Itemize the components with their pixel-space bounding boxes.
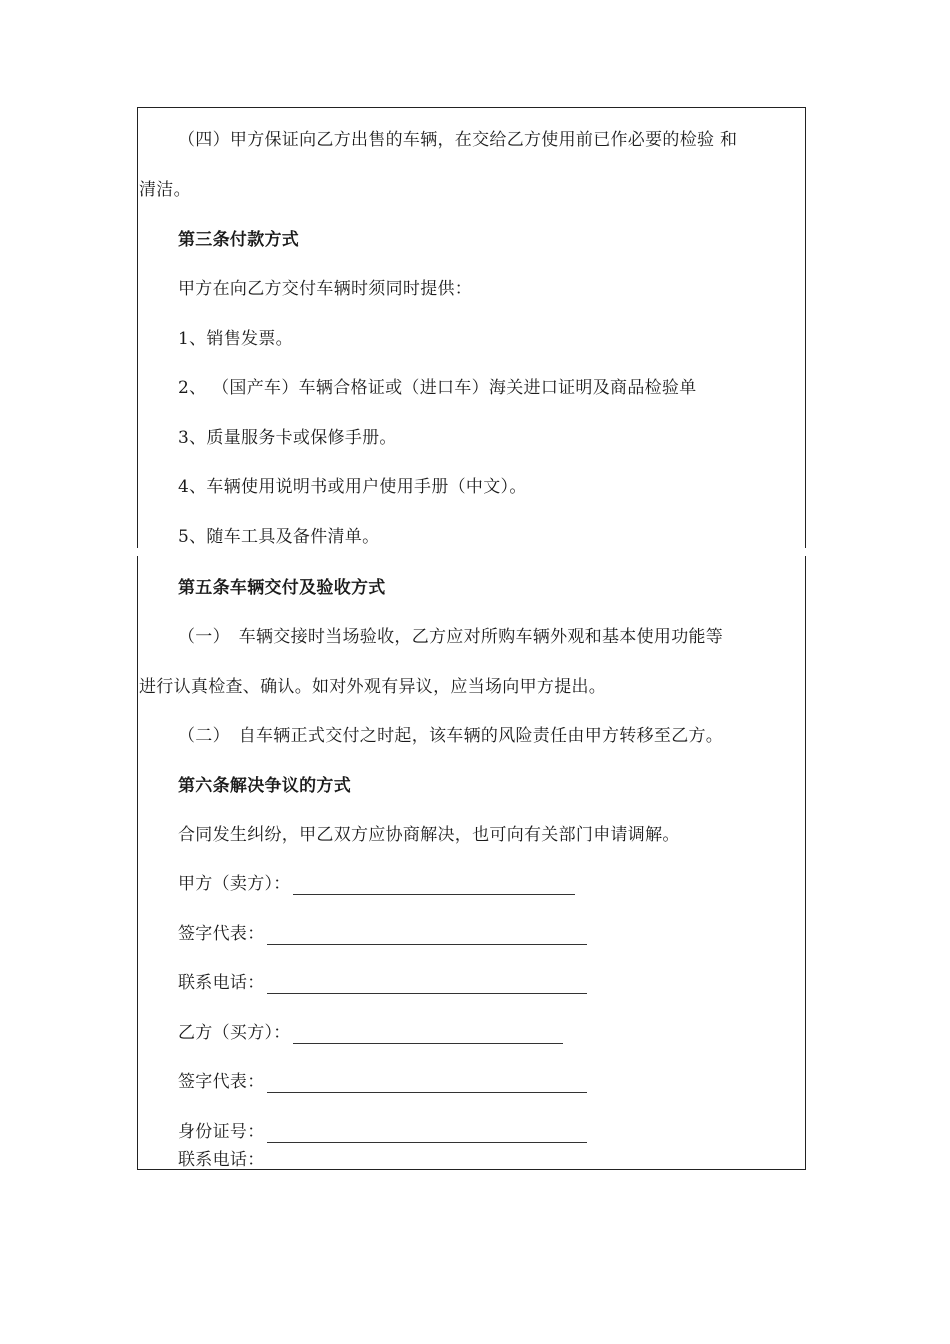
- frame-break-left: [136, 548, 139, 556]
- article-5-heading: 第五条车辆交付及验收方式: [178, 578, 386, 598]
- article-3-heading: 第三条付款方式: [178, 230, 300, 250]
- signature-blank: [267, 977, 587, 994]
- signature-phone-a: [178, 972, 587, 994]
- signature-label: 甲方（卖方）：: [178, 874, 291, 894]
- article-3-intro: 甲方在向乙方交付车辆时须同时提供：: [178, 279, 473, 299]
- signature-blank: [293, 878, 575, 895]
- list-item: 1、销售发票。: [178, 329, 293, 349]
- signature-party-b: [178, 1022, 563, 1044]
- signature-id-b: [178, 1121, 587, 1143]
- clause-4-line-2: 清洁。: [139, 180, 191, 200]
- signature-label: 签字代表：: [178, 1072, 265, 1092]
- signature-blank: [267, 928, 587, 945]
- signature-rep-b: [178, 1071, 587, 1093]
- list-item: 2、 （国产车）车辆合格证或（进口车）海关进口证明及商品检验单: [178, 378, 697, 398]
- signature-blank: [267, 1076, 587, 1093]
- list-item: 5、随车工具及备件清单。: [178, 527, 380, 547]
- list-item: 4、车辆使用说明书或用户使用手册（中文）。: [178, 477, 527, 497]
- signature-party-a: [178, 873, 575, 895]
- article-5-para-1-line-2: 进行认真检查、确认。如对外观有异议，应当场向甲方提出。: [139, 677, 607, 697]
- signature-label: 签字代表：: [178, 924, 265, 944]
- signature-phone-b: 联系电话：: [178, 1150, 265, 1170]
- signature-blank: [267, 1126, 587, 1143]
- signature-label: 联系电话：: [178, 973, 265, 993]
- signature-rep-a: [178, 923, 587, 945]
- signature-label: 身份证号：: [178, 1122, 265, 1142]
- list-item: 3、质量服务卡或保修手册。: [178, 428, 397, 448]
- signature-label: 乙方（买方）：: [178, 1023, 291, 1043]
- article-6-heading: 第六条解决争议的方式: [178, 776, 351, 796]
- article-6-text: 合同发生纠纷，甲乙双方应协商解决，也可向有关部门申请调解。: [178, 825, 680, 845]
- signature-blank: [293, 1027, 563, 1044]
- frame-break-right: [804, 548, 807, 556]
- article-5-para-1-line-1: （一） 车辆交接时当场验收，乙方应对所购车辆外观和基本使用功能等: [178, 627, 724, 647]
- clause-4-line-1: （四）甲方保证向乙方出售的车辆，在交给乙方使用前已作必要的检验 和: [178, 130, 738, 150]
- article-5-para-2: （二） 自车辆正式交付之时起，该车辆的风险责任由甲方转移至乙方。: [178, 726, 724, 746]
